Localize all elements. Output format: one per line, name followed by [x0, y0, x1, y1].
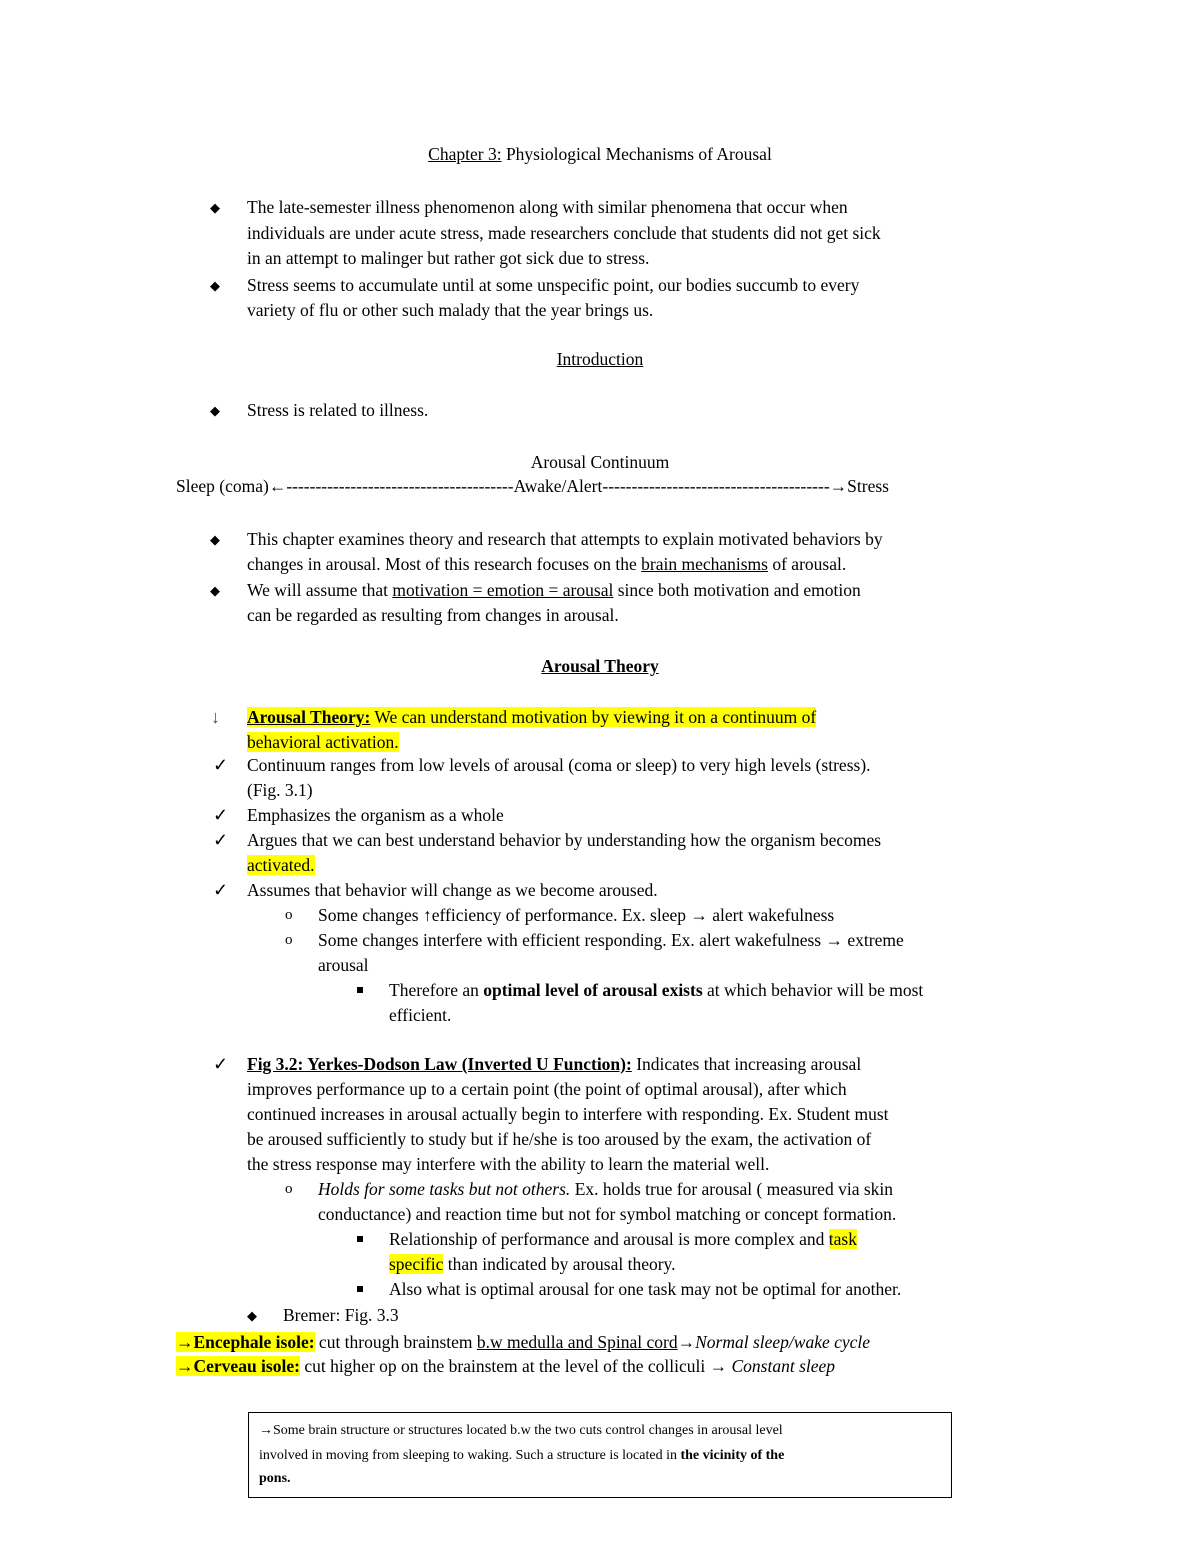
arrow-down-bullet-icon: ↓ [211, 707, 220, 727]
intro-bullet-1-line-1: The late-semester illness phenomenon along with similar phenomena that occur when [247, 197, 848, 217]
square-bullet-1-line-2: efficient. [389, 1005, 452, 1025]
text-span: Some changes interfere with efficient responding. Ex. alert wakefulness [318, 930, 826, 950]
note-box [248, 1412, 952, 1498]
sub-bullet-1 [318, 903, 834, 928]
square-bullet-1-line-1 [389, 978, 923, 1003]
underlined-text: motivation = emotion = arousal [392, 580, 614, 600]
bold-text: the vicinity of the [680, 1448, 785, 1463]
check-1-line-1: Continuum ranges from low levels of arousal (coma or sleep) to very high levels (stress). [247, 755, 871, 775]
checkmark-icon: ✓ [213, 880, 229, 900]
text-span: than indicated by arousal theory. [443, 1254, 676, 1274]
introduction-bullet-2-line-2 [247, 552, 846, 577]
text-span: Relationship of performance and arousal is more complex and [389, 1229, 829, 1249]
arousal-continuum [176, 474, 966, 499]
introduction-bullet-1: Stress is related to illness. [247, 400, 429, 420]
text-span: Some brain structure or structures located b.w the two cuts control changes in arousal level [273, 1423, 783, 1438]
diamond-bullet-icon: ◆ [247, 1308, 257, 1323]
bremer-line: Bremer: Fig. 3.3 [283, 1305, 399, 1325]
checkmark-icon: ✓ [213, 805, 229, 825]
cerveau-label: Cerveau isole: [193, 1356, 300, 1376]
underlined-text: b.w medulla and Spinal cord [476, 1332, 678, 1352]
definition-label: Arousal Theory: [247, 707, 371, 727]
encephale-label: Encephale isole: [193, 1332, 315, 1352]
checkmark-icon: ✓ [213, 755, 229, 775]
arrow-right-icon: → [259, 1423, 273, 1438]
highlighted-text: specific [389, 1254, 444, 1274]
text-span: efficiency of performance. Ex. sleep [431, 905, 691, 925]
arrow-right-icon: → [176, 1356, 194, 1376]
text-span: Indicates that increasing arousal [631, 1054, 862, 1074]
italic-text: Constant sleep [731, 1356, 836, 1376]
chapter-label: Chapter 3: [428, 144, 502, 164]
arrow-up-icon: ↑ [422, 905, 432, 925]
highlighted-text: task [828, 1229, 857, 1249]
yerkes-dodson-square-1-line-1 [389, 1227, 857, 1252]
arousal-theory-heading: Arousal Theory [541, 656, 659, 676]
yerkes-dodson-sub-line-2: conductance) and reaction time but not for symbol matching or concept formation. [318, 1204, 897, 1224]
introduction-bullet-3-line-1 [247, 578, 861, 603]
check-3-line-1: Argues that we can best understand behavior by understanding how the organism becomes [247, 830, 882, 850]
introduction-heading: Introduction [556, 349, 644, 369]
note-line-3: pons. [259, 1471, 291, 1486]
intro-bullet-2-line-2: variety of flu or other such malady that the year brings us. [247, 300, 654, 320]
text-span: of arousal. [767, 554, 847, 574]
text-span: since both motivation and emotion [613, 580, 861, 600]
highlighted-text: activated. [247, 855, 315, 875]
note-line-1 [259, 1419, 783, 1443]
yerkes-dodson-line-3: continued increases in arousal actually begin to interfere with responding. Ex. Student must [247, 1104, 889, 1124]
square-bullet-icon [357, 1236, 363, 1242]
arrow-left-icon: ← [268, 476, 287, 496]
intro-bullet-1-line-2: individuals are under acute stress, made researchers conclude that students did not get sick [247, 223, 881, 243]
check-2: Emphasizes the organism as a whole [247, 805, 504, 825]
continuum-right-label: Stress [847, 476, 889, 496]
note-line-2 [259, 1444, 784, 1468]
text-span: cut through brainstem [314, 1332, 477, 1352]
continuum-title: Arousal Continuum [530, 452, 670, 472]
yerkes-dodson-line-1 [247, 1052, 861, 1077]
text-span: Ex. holds true for arousal ( measured via skin [570, 1179, 894, 1199]
arousal-theory-definition-line-2 [247, 730, 399, 755]
introduction-bullet-3-line-2: can be regarded as resulting from changes in arousal. [247, 605, 619, 625]
yerkes-dodson-label: Fig 3.2: Yerkes-Dodson Law (Inverted U Function): [247, 1054, 632, 1074]
circle-bullet-icon: o [285, 907, 293, 923]
text-span: extreme [843, 930, 904, 950]
check-3-line-2 [247, 853, 315, 878]
yerkes-dodson-line-2: improves performance up to a certain point (the point of optimal arousal), after which [247, 1079, 847, 1099]
chapter-title: Physiological Mechanisms of Arousal [501, 144, 772, 164]
sub-bullet-2-line-2: arousal [318, 955, 369, 975]
check-4: Assumes that behavior will change as we become aroused. [247, 880, 658, 900]
arrow-right-icon: → [709, 1356, 728, 1376]
checkmark-icon: ✓ [213, 1054, 229, 1074]
text-span: cut higher op on the brainstem at the level of the colliculi [299, 1356, 710, 1376]
diamond-bullet-icon: ◆ [210, 532, 220, 547]
diamond-bullet-icon: ◆ [210, 278, 220, 293]
arrow-right-icon: → [176, 1332, 194, 1352]
bold-text: optimal level of arousal exists [483, 980, 703, 1000]
arrow-right-icon: → [825, 930, 843, 950]
definition-text: We can understand motivation by viewing it on a continuum of [370, 707, 817, 727]
check-1-line-2: (Fig. 3.1) [247, 780, 313, 800]
text-span: at which behavior will be most [702, 980, 924, 1000]
definition-text: behavioral activation. [247, 732, 399, 752]
yerkes-dodson-square-1-line-2 [389, 1252, 676, 1277]
encephale-isole-line [176, 1330, 870, 1355]
text-span: changes in arousal. Most of this research focuses on the [247, 554, 642, 574]
arousal-theory-definition-line-1 [247, 705, 816, 730]
square-bullet-icon [357, 1286, 363, 1292]
continuum-left-label: Sleep (coma) [176, 476, 269, 496]
yerkes-dodson-sub-line-1 [318, 1177, 893, 1202]
diamond-bullet-icon: ◆ [210, 200, 220, 215]
italic-text: Normal sleep/wake cycle [695, 1332, 871, 1352]
arrow-right-icon: → [829, 476, 848, 496]
sub-bullet-2-line-1 [318, 928, 904, 953]
checkmark-icon: ✓ [213, 830, 229, 850]
yerkes-dodson-square-2: Also what is optimal arousal for one task may not be optimal for another. [389, 1279, 902, 1299]
italic-text: Holds for some tasks but not others. [318, 1179, 571, 1199]
text-span: We will assume that [247, 580, 393, 600]
introduction-bullet-2-line-1: This chapter examines theory and research that attempts to explain motivated behaviors by [247, 529, 883, 549]
intro-bullet-2-line-1: Stress seems to accumulate until at some unspecific point, our bodies succumb to every [247, 275, 860, 295]
text-span: Some changes [318, 905, 423, 925]
square-bullet-icon [357, 987, 363, 993]
cerveau-isole-line [176, 1354, 835, 1379]
text-span: Therefore an [389, 980, 484, 1000]
arrow-right-icon: → [677, 1332, 696, 1352]
text-span: involved in moving from sleeping to waking. Such a structure is located in [259, 1448, 681, 1463]
text-span: alert wakefulness [707, 905, 835, 925]
yerkes-dodson-line-4: be aroused sufficiently to study but if he/she is too aroused by the exam, the activation of [247, 1129, 872, 1149]
circle-bullet-icon: o [285, 932, 293, 948]
diamond-bullet-icon: ◆ [210, 403, 220, 418]
page-title [0, 142, 1200, 167]
continuum-middle-label: ---------------------------------------Awake/Alert--------------------------------------- [286, 476, 830, 496]
intro-bullet-1-line-3: in an attempt to malinger but rather got sick due to stress. [247, 248, 650, 268]
diamond-bullet-icon: ◆ [210, 583, 220, 598]
circle-bullet-icon: o [285, 1181, 293, 1197]
yerkes-dodson-line-5: the stress response may interfere with the ability to learn the material well. [247, 1154, 770, 1174]
underlined-text: brain mechanisms [641, 554, 768, 574]
arrow-right-icon: → [690, 905, 708, 925]
